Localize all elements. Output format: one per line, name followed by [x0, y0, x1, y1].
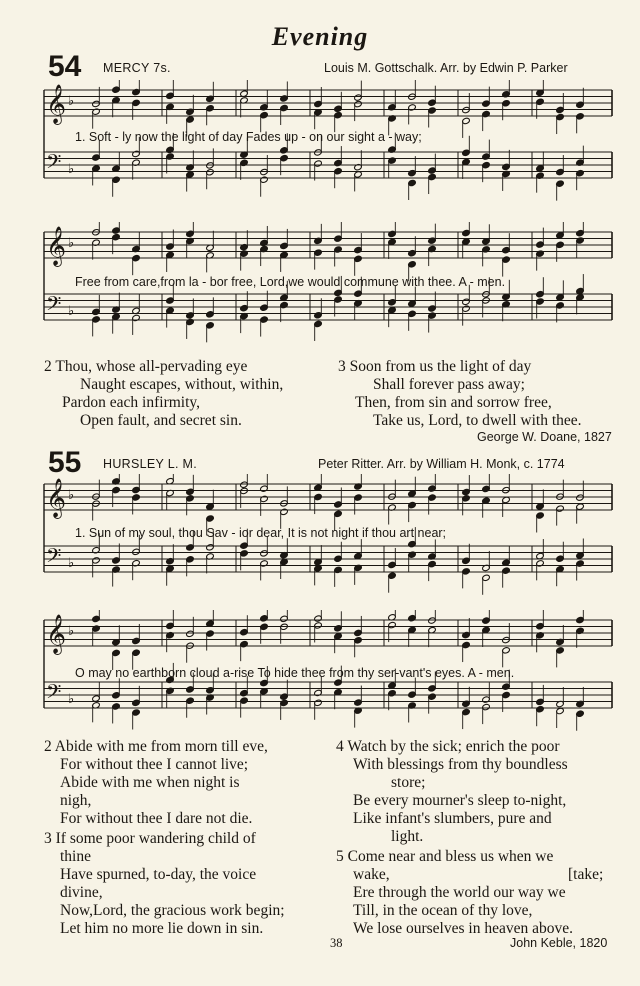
verse-line: Thou, whose all-pervading eye — [55, 358, 248, 375]
bass-clef-icon: 𝄢 — [46, 292, 62, 320]
hymn-55-verse-4 — [336, 738, 628, 846]
verse-line: thine — [60, 848, 91, 865]
hymn-55-author: John Keble, 1820 — [510, 936, 608, 950]
hymn-55-number: 55 — [48, 446, 82, 479]
verse-line: If some poor wandering child of — [55, 830, 256, 847]
verse-number: 5 — [336, 848, 344, 865]
hymn-54-verse-2 — [44, 358, 283, 430]
flat-icon: ♭ — [68, 236, 75, 251]
hymn-54-lyrics-line-2: Free from care,from la - bor free, Lord,we would commune with thee. A - men. — [75, 275, 506, 289]
hymn-55-verse-5 — [336, 848, 628, 938]
hymn-54-lyrics-line-1: 1. Soft - ly now the light of day Fades up - on our sight a - way; — [75, 130, 422, 144]
hymn-55-tune: HURSLEY L. M. — [103, 457, 197, 471]
verse-number: 3 — [338, 358, 346, 375]
treble-clef-icon: 𝄞 — [46, 84, 67, 124]
flat-icon: ♭ — [68, 304, 75, 319]
hymn-54-system-1 — [0, 80, 640, 210]
verse-line: Naught escapes, without, within, — [80, 376, 284, 393]
hymn-54-number: 54 — [48, 50, 82, 83]
verse-line: For without thee I cannot live; — [60, 756, 249, 773]
verse-line: Take us, Lord, to dwell with thee. — [373, 412, 582, 429]
verse-line: divine, — [60, 884, 103, 901]
verse-line: Soon from us the light of day — [349, 358, 532, 375]
verse-number: 2 — [44, 358, 52, 375]
hymn-54-tune: MERCY 7s. — [103, 61, 171, 75]
hymn-55-composer: Peter Ritter. Arr. by William H. Monk, c. 1774 — [318, 457, 565, 471]
verse-number: 2 — [44, 738, 52, 755]
verse-line: Open fault, and secret sin. — [80, 412, 242, 429]
bass-clef-icon: 𝄢 — [46, 150, 62, 178]
flat-icon: ♭ — [68, 162, 75, 177]
verse-line: We lose ourselves in heaven above. — [353, 920, 573, 937]
verse-line: Till, in the ocean of thy love, — [353, 902, 533, 919]
treble-clef-icon: 𝄞 — [46, 614, 67, 654]
flat-icon: ♭ — [68, 624, 75, 639]
flat-icon: ♭ — [68, 488, 75, 503]
verse-line: Pardon each infirmity, — [62, 394, 201, 411]
verse-line: Watch by the sick; enrich the poor — [347, 738, 560, 755]
hymn-55-verse-2 — [44, 738, 332, 828]
hymn-54-author: George W. Doane, 1827 — [477, 430, 612, 444]
verse-line: For without thee I dare not die. — [60, 810, 253, 827]
verse-line: Let him no more lie down in sin. — [60, 920, 264, 937]
hymn-55-lyrics-line-1: 1. Sun of my soul, thou Sav - ior dear, It is not night if thou art near; — [75, 526, 447, 540]
verse-line: Abide with me from morn till eve, — [54, 738, 268, 755]
bass-clef-icon: 𝄢 — [46, 680, 62, 708]
flat-icon: ♭ — [68, 94, 75, 109]
flat-icon: ♭ — [68, 556, 75, 571]
verse-line: Come near and bless us when we — [347, 848, 554, 865]
verse-line: Ere through the world our way we — [353, 884, 566, 901]
verse-line: wake, — [353, 866, 390, 883]
verse-line: nigh, — [60, 792, 92, 809]
verse-line: Like infant's slumbers, pure and — [353, 810, 552, 827]
verse-line: Have spurned, to-day, the voice — [60, 866, 257, 883]
verse-line: light. — [391, 828, 424, 845]
verse-number: 3 — [44, 830, 52, 847]
hymn-54-composer: Louis M. Gottschalk. Arr. by Edwin P. Parker — [324, 61, 568, 75]
verse-line: Shall forever pass away; — [373, 376, 525, 393]
verse-line: Be every mourner's sleep to-night, — [353, 792, 567, 809]
bass-clef-icon: 𝄢 — [46, 544, 62, 572]
hymn-55-lyrics-line-2: O may no earthborn cloud a-rise To hide thee from thy ser-vant's eyes. A - men. — [75, 666, 515, 680]
treble-clef-icon: 𝄞 — [46, 226, 67, 266]
verse-line: Abide with me when night is — [60, 774, 240, 791]
verse-line: [take; — [568, 866, 604, 883]
hymn-55-verse-3 — [44, 830, 332, 938]
verse-line: Now,Lord, the gracious work begin; — [60, 902, 285, 919]
verse-number: 4 — [336, 738, 344, 755]
verse-line: Then, from sin and sorrow free, — [355, 394, 552, 411]
page-number: 38 — [330, 936, 343, 950]
treble-clef-icon: 𝄞 — [46, 478, 67, 518]
verse-line: With blessings from thy boundless — [353, 756, 568, 773]
hymn-54-verse-3 — [338, 358, 582, 430]
verse-line: store; — [391, 774, 426, 791]
page-title: Evening — [271, 22, 369, 51]
flat-icon: ♭ — [68, 692, 75, 707]
